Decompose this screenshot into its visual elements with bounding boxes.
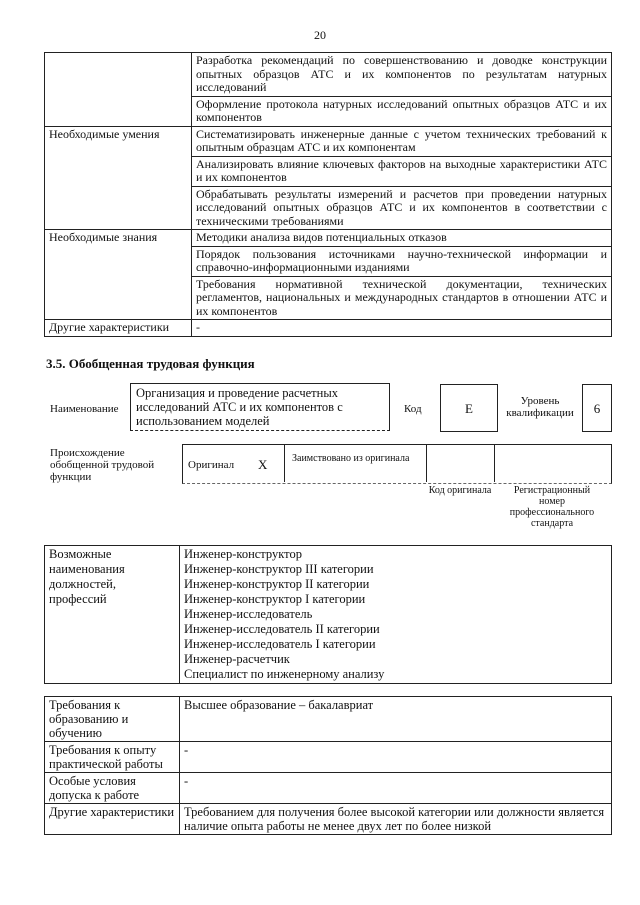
row-label: Требования к образованию и обучению: [45, 697, 180, 742]
divider: [426, 444, 427, 482]
table-cell: Оформление протокола натурных исследований опытных образцов АТС и их компонентов: [192, 96, 612, 126]
origin-label: Происхождение обобщенной трудовой функции: [50, 447, 155, 483]
requirements-table: [44, 696, 612, 835]
row-label: Особые условия допуска к работе: [45, 773, 180, 804]
table-cell: Анализировать влияние ключевых факторов на выходные характеристики АТС и их компонентов: [192, 156, 612, 186]
list-item: Инженер-исследователь: [184, 607, 313, 621]
list-item: Инженер-конструктор III категории: [184, 562, 374, 576]
list-item: Инженер-исследователь I категории: [184, 637, 376, 651]
original-label: Оригинал: [188, 459, 235, 471]
reg-number-label: Регистрационный номер профессионального стандарта: [509, 485, 595, 529]
table-cell: Требования нормативной технической документации, технических регламентов, национальных и международных стандартов в отношении АТС и их компонентов: [192, 276, 612, 320]
name-label: Наименование: [50, 403, 119, 415]
origin-box: [182, 444, 612, 484]
page-number: 20: [314, 28, 326, 42]
row-label: Другие характеристики: [45, 804, 180, 835]
row-label: Необходимые умения: [45, 126, 192, 230]
section-heading: 3.5. Обобщенная трудовая функция: [46, 356, 255, 371]
divider: [494, 444, 495, 482]
borrowed-label: Заимствовано из оригинала: [292, 453, 410, 464]
table-cell: -: [180, 742, 612, 773]
list-item: Инженер-конструктор II категории: [184, 577, 370, 591]
table-cell: Высшее образование – бакалавриат: [180, 697, 612, 742]
table-cell: -: [192, 320, 612, 337]
positions-list: [180, 546, 612, 684]
list-item: Инженер-расчетчик: [184, 652, 290, 666]
list-item: Специалист по инженерному анализу: [184, 667, 385, 681]
row-label: Другие характеристики: [45, 320, 192, 337]
level-label: Уровень квалификации: [506, 395, 574, 419]
table-cell: Методики анализа видов потенциальных отказов: [192, 230, 612, 247]
level-value: 6: [593, 401, 601, 416]
table-cell: Систематизировать инженерные данные с учетом технических требований к опытным образцам АТС и их компонентам: [192, 126, 612, 156]
list-item: Инженер-конструктор I категории: [184, 592, 366, 606]
code-original-label: Код оригинала: [428, 485, 492, 496]
skills-table: [44, 52, 612, 337]
positions-label: Возможные наименования должностей, профессий: [45, 546, 180, 684]
row-label: Необходимые знания: [45, 230, 192, 320]
table-cell: Разработка рекомендаций по совершенствованию и доводке конструкции опытных образцов АТС и их компонентов по результатам натурных исследований: [192, 53, 612, 97]
table-cell: -: [180, 773, 612, 804]
name-value: Организация и проведение расчетных исследований АТС и их компонентов с использованием моделей: [136, 386, 343, 428]
row-label: Требования к опыту практической работы: [45, 742, 180, 773]
code-label: Код: [404, 403, 422, 415]
list-item: Инженер-исследователь II категории: [184, 622, 380, 636]
list-item: Инженер-конструктор: [184, 547, 302, 561]
original-mark: X: [258, 457, 268, 472]
divider: [284, 444, 285, 482]
code-value: E: [465, 401, 473, 416]
positions-table: [44, 545, 612, 684]
row-label: [45, 53, 192, 127]
table-cell: Обрабатывать результаты измерений и расчетов при проведении натурных исследований опытных образцов АТС и их компонентов в соответствии с техническими требованиями: [192, 186, 612, 230]
table-cell: Порядок пользования источниками научно-технической информации и справочно-информационными изданиями: [192, 246, 612, 276]
table-cell: Требованием для получения более высокой категории или должности является наличие опыта работы не менее двух лет по более низкой: [180, 804, 612, 835]
